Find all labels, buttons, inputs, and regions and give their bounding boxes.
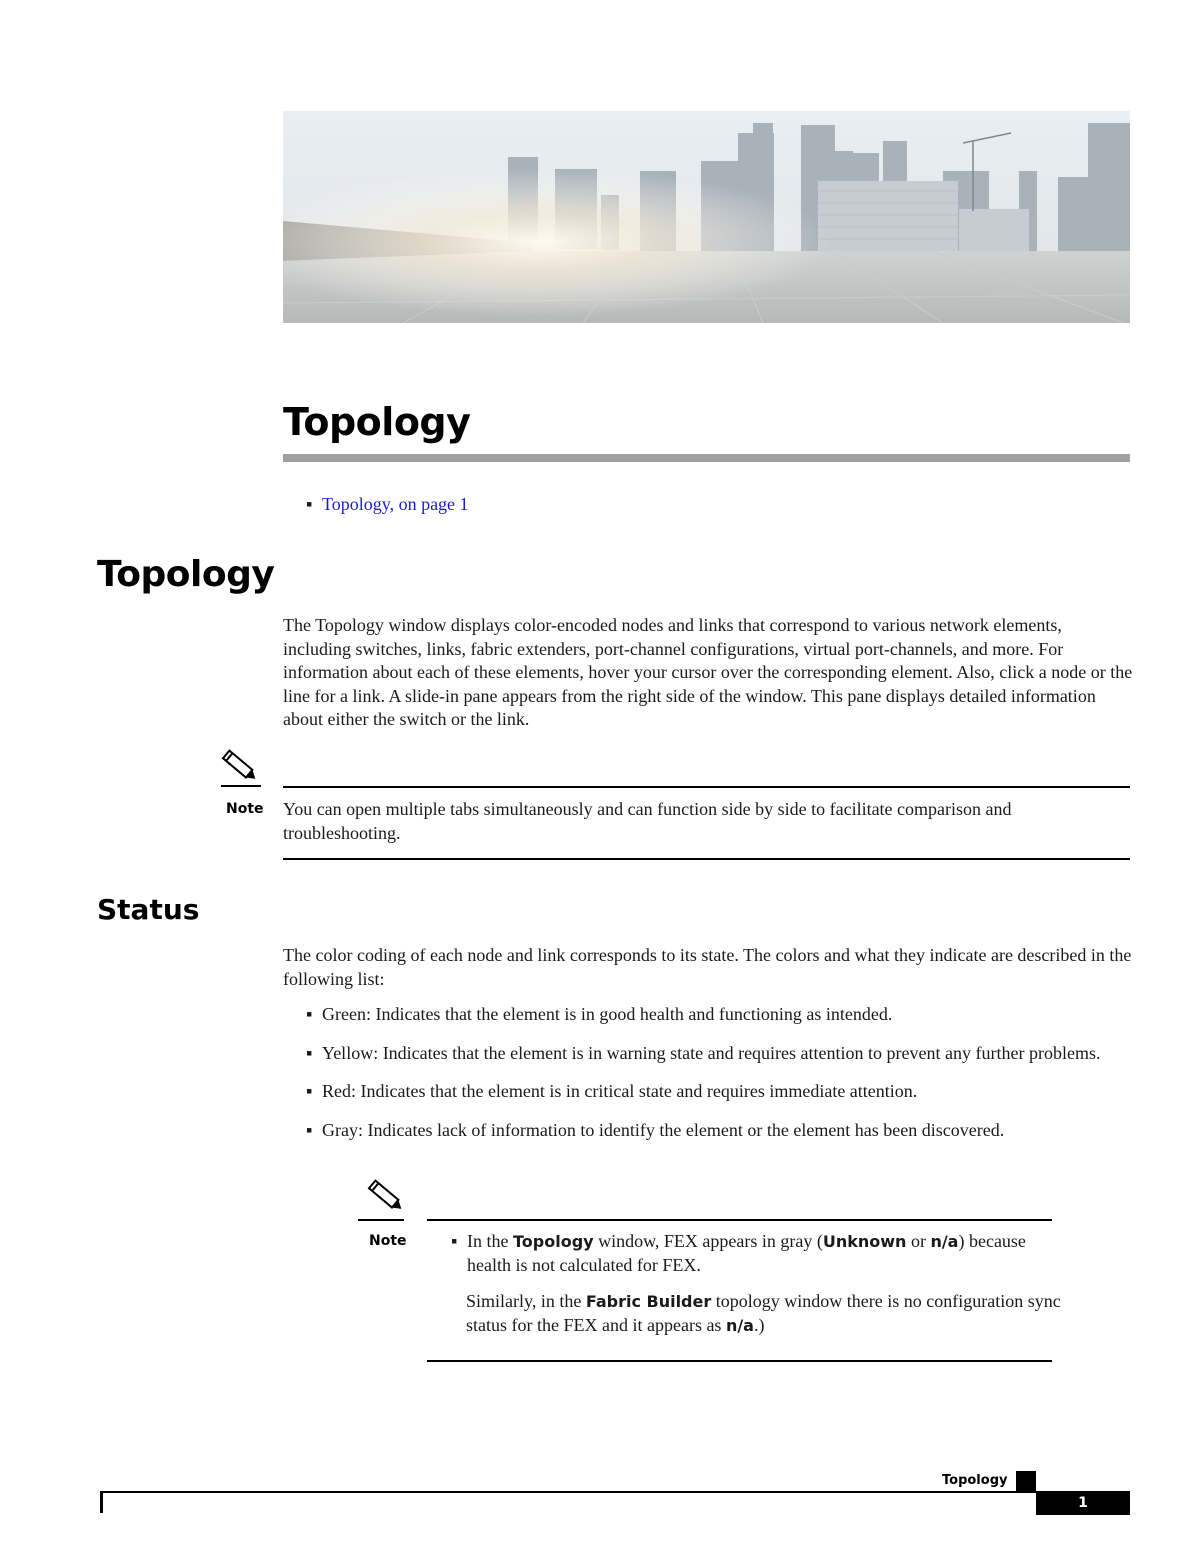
list-item (306, 1003, 1106, 1027)
footer-left-tick (100, 1491, 103, 1513)
square-bullet-icon: ▪ (306, 494, 313, 514)
chapter-title: Topology (283, 400, 471, 444)
chapter-title-rule (283, 454, 1130, 462)
ui-term-topology: Topology (512, 1232, 594, 1251)
page-number: 1 (1036, 1491, 1130, 1515)
note-text: You can open multiple tabs simultaneously and can function side by side to facilitate comparison and troubleshooting. (283, 799, 1012, 843)
note-bottom-rule (283, 858, 1130, 860)
status-intro-paragraph: The color coding of each node and link corresponds to its state. The colors and what they indicate are described in the following list: (283, 945, 1132, 989)
note-list-item (451, 1230, 1056, 1277)
ui-term-na: n/a (930, 1232, 959, 1251)
footer-rule (100, 1491, 1130, 1493)
note-bottom-rule (427, 1360, 1052, 1362)
ui-term-na: n/a (725, 1315, 754, 1335)
note-icon-underline (221, 785, 261, 787)
square-bullet-icon: ▪ (306, 1042, 313, 1063)
square-bullet-icon: ▪ (451, 1231, 458, 1251)
square-bullet-icon: ▪ (306, 1004, 313, 1024)
header-banner-image (283, 111, 1130, 323)
list-item-text: Yellow: Indicates that the element is in warning state and requires attention to prevent any further problems. (322, 1042, 1101, 1063)
status-heading: Status (97, 893, 200, 926)
ui-term-unknown: Unknown (822, 1232, 907, 1251)
list-item-text: Green: Indicates that the element is in good health and functioning as intended. (322, 1004, 893, 1024)
note-label: Note (369, 1233, 407, 1249)
footer-chapter-label: Topology (942, 1473, 1008, 1488)
list-item-text: Gray: Indicates lack of information to identify the element or the element has been discovered. (322, 1119, 1005, 1140)
list-item (306, 1042, 1106, 1066)
ui-term-fabric-builder: Fabric Builder (585, 1292, 712, 1311)
toc-list-item (306, 493, 469, 517)
list-item-text: Red: Indicates that the element is in critical state and requires immediate attention. (322, 1081, 918, 1101)
toc-link-topology[interactable]: Topology, on page 1 (322, 494, 469, 514)
note-icon-underline (358, 1219, 404, 1221)
pencil-note-icon (364, 1178, 408, 1214)
status-color-list (306, 1003, 1106, 1157)
square-bullet-icon: ▪ (306, 1119, 313, 1140)
footer-marker-block (1016, 1471, 1036, 1491)
pencil-note-icon (218, 748, 262, 784)
section-title: Topology (97, 554, 275, 595)
note-bullet-text: In the Topology window, FEX appears in gray (Unknown or n/a) because health is not calculated for FEX. (467, 1231, 1026, 1275)
intro-paragraph: The Topology window displays color-encoded nodes and links that correspond to various network elements, including switches, links, fabric extenders, port-channel configurations, virtual port-channels, and more. For information about each of these elements, hover your cursor over the corresponding element. Also, click a node or the line for a link. A slide-in pane appears from the right side of the window. This pane displays detailed information about either the switch or the link. (283, 615, 1133, 729)
list-item (306, 1119, 1106, 1143)
note-paragraph: Similarly, in the Fabric Builder topology window there is no configuration sync status for the FEX and it appears as n/a.) (466, 1291, 1061, 1335)
list-item (306, 1080, 1106, 1104)
note-top-rule (427, 1219, 1052, 1221)
square-bullet-icon: ▪ (306, 1081, 313, 1101)
note-top-rule (283, 786, 1130, 788)
note-label: Note (226, 801, 264, 817)
